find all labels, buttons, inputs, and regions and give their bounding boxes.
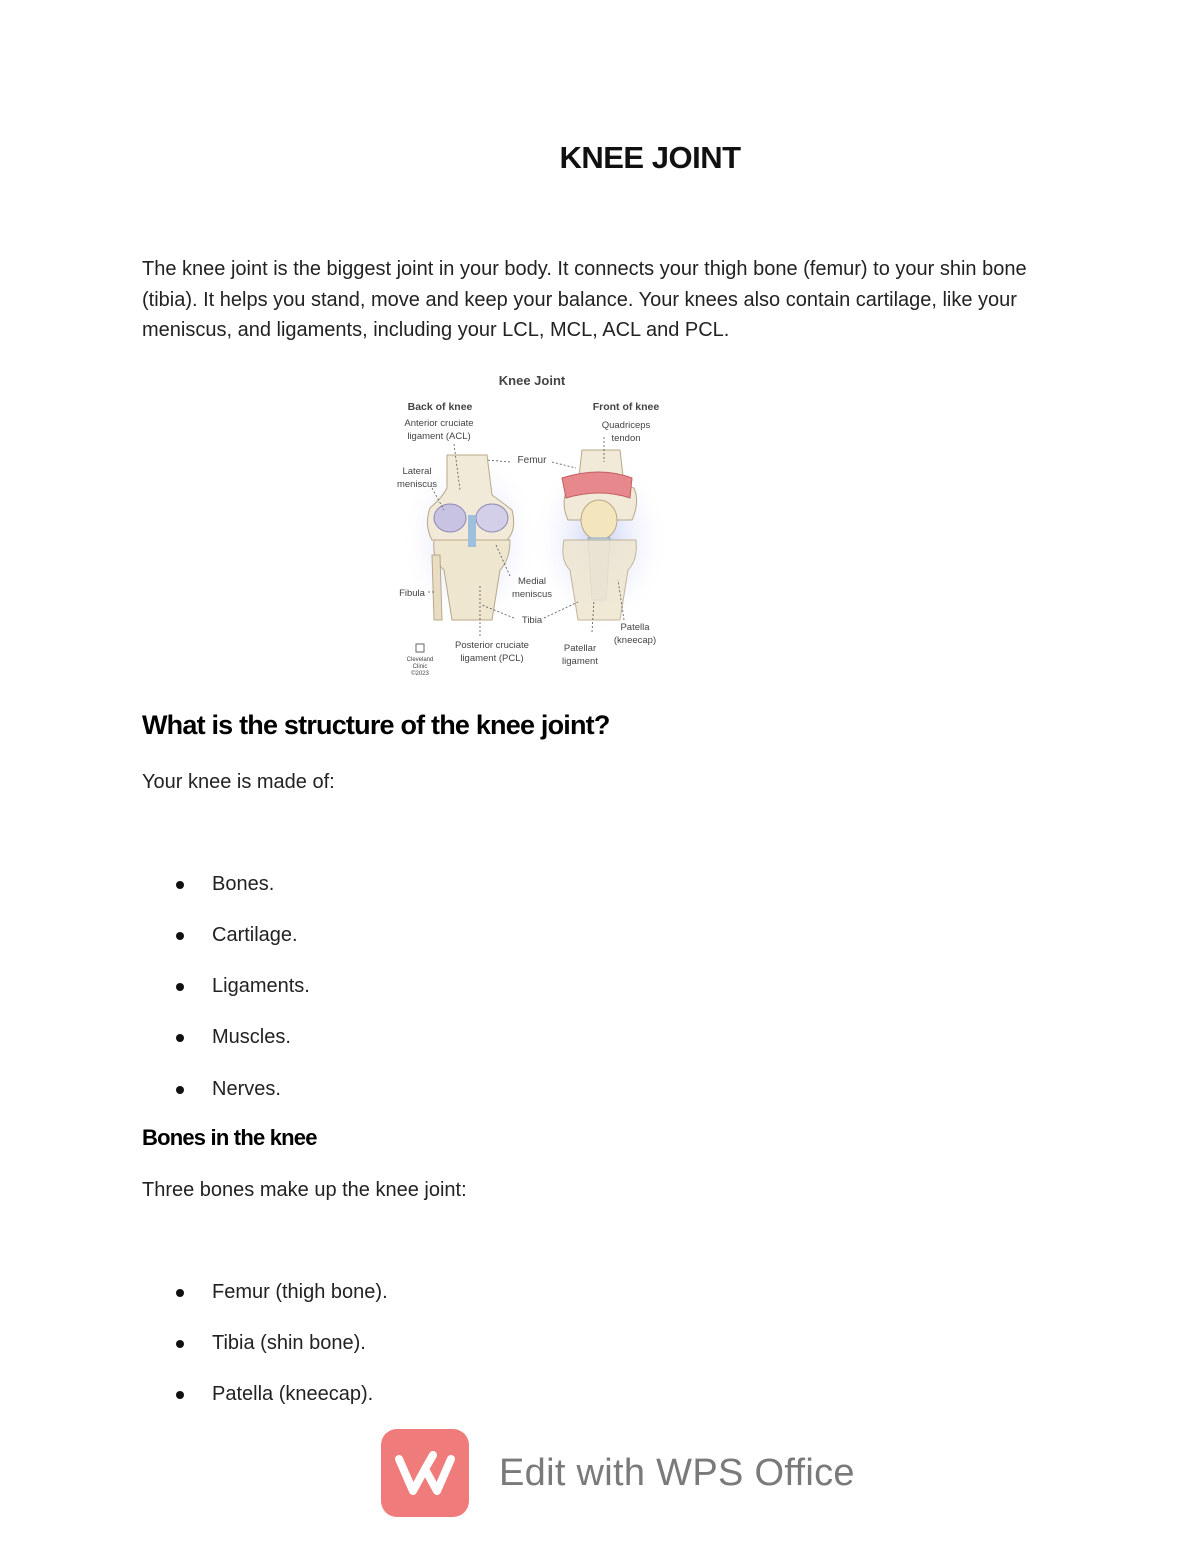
medial-meniscus-label-1: Medial	[518, 576, 546, 587]
lateral-meniscus-label-2: meniscus	[396, 479, 438, 490]
back-of-knee-label: Back of knee	[407, 401, 473, 413]
patella-label-1: Patella	[620, 622, 650, 633]
pcl-label-2: ligament (PCL)	[460, 653, 524, 664]
section-lead-structure: Your knee is made of:	[142, 771, 335, 793]
front-of-knee-label: Front of knee	[592, 401, 660, 413]
quadriceps-label-2: tendon	[611, 433, 641, 444]
figure-title: Knee Joint	[498, 373, 566, 388]
wps-logo-icon	[381, 1429, 469, 1517]
knee-joint-figure	[392, 370, 672, 680]
fibula-label: Fibula	[399, 588, 425, 599]
acl-label-1: Anterior cruciate	[404, 418, 474, 429]
bullet-icon	[176, 983, 184, 991]
bullet-icon	[176, 881, 184, 889]
femur-label: Femur	[517, 455, 547, 466]
bullet-icon	[176, 932, 184, 940]
pcl-label-1: Posterior cruciate	[455, 640, 529, 651]
bullet-icon	[176, 1086, 184, 1094]
medial-meniscus-label-2: meniscus	[511, 589, 553, 600]
credit-line-3: ©2023	[411, 671, 429, 677]
credit-line-1: Cleveland	[406, 657, 434, 663]
section-heading-structure: What is the structure of the knee joint?	[142, 710, 610, 740]
patella-label-2: (kneecap)	[613, 635, 657, 646]
patella-shape	[581, 500, 617, 540]
credit-line-2: Clinic	[412, 664, 428, 670]
lateral-meniscus-shape	[434, 504, 466, 532]
tibia-label: Tibia	[521, 615, 543, 626]
bullet-icon	[176, 1289, 184, 1297]
knee-illustration	[392, 370, 672, 680]
wps-watermark-text: Edit with WPS Office	[499, 1451, 855, 1494]
patellar-ligament-label-2: ligament	[562, 656, 598, 667]
patellar-ligament-label-1: Patellar	[563, 643, 597, 654]
intro-paragraph: The knee joint is the biggest joint in your body. It connects your thigh bone (femur) to your shin bone (tibia). It helps you stand, move and keep your balance. Your knees also contain cartilage, like your meniscus, and ligaments, including your LCL, MCL, ACL and PCL.	[142, 258, 1027, 341]
section-lead-bones: Three bones make up the knee joint:	[142, 1179, 467, 1201]
bullet-icon	[176, 1340, 184, 1348]
page-title: KNEE JOINT	[559, 140, 741, 175]
acl-label-2: ligament (ACL)	[407, 431, 471, 442]
wps-watermark-link[interactable]	[381, 1428, 855, 1518]
quadriceps-label-1: Quadriceps	[601, 420, 651, 431]
lateral-meniscus-label-1: Lateral	[402, 466, 432, 477]
bullet-icon	[176, 1034, 184, 1042]
cleveland-clinic-logo-icon	[416, 644, 424, 652]
bullet-icon	[176, 1391, 184, 1399]
fibula-shape	[432, 555, 442, 620]
acl-shape	[468, 515, 476, 547]
medial-condyle-shape	[476, 504, 508, 532]
section-heading-bones: Bones in the knee	[142, 1125, 317, 1150]
